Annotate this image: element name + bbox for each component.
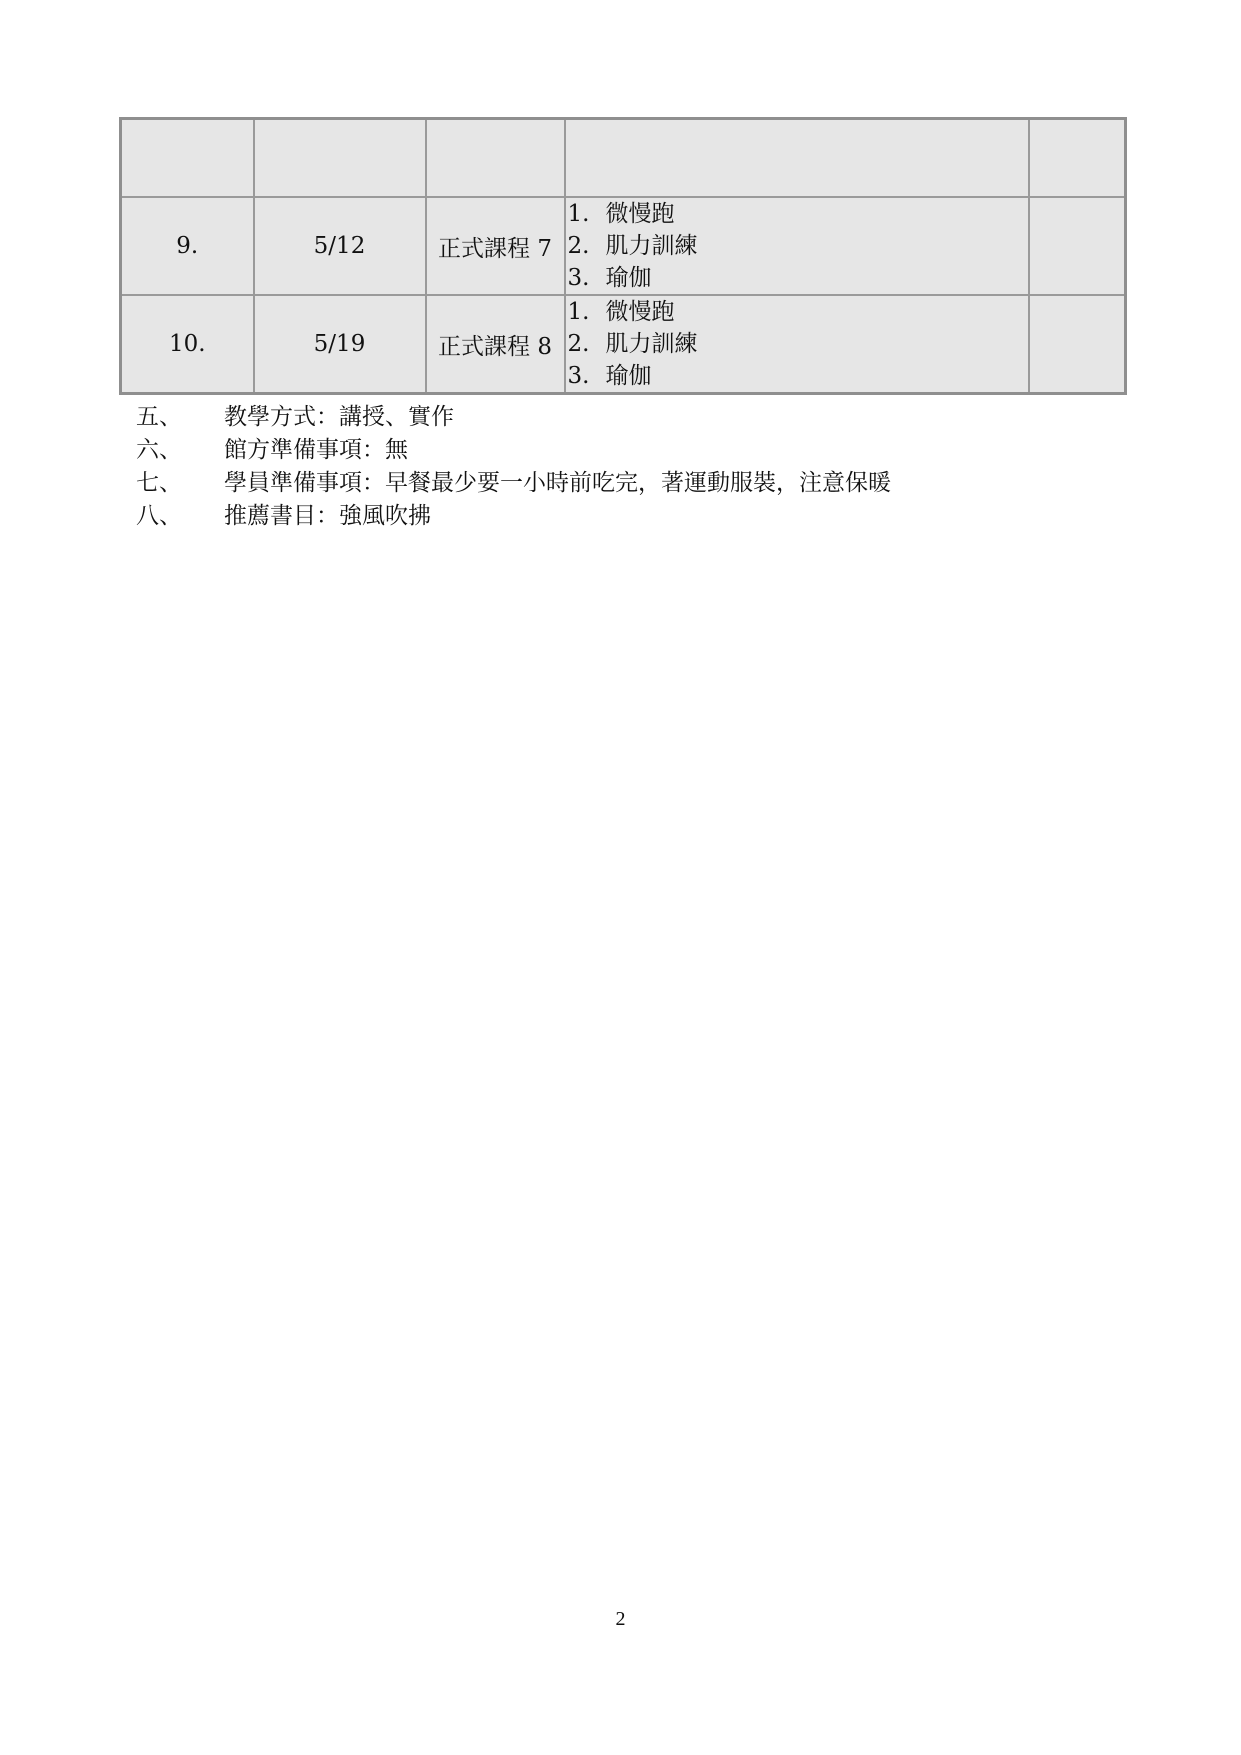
cell-remark: [1029, 197, 1126, 295]
note-text: 館方準備事項：無: [224, 437, 408, 463]
cell-remark: [1029, 295, 1126, 394]
item-text: 微慢跑: [605, 299, 675, 325]
note-text: 教學方式：講授、實作: [224, 404, 454, 430]
cell-no: 10.: [121, 295, 254, 394]
table-row: [121, 119, 1126, 198]
item-text: 肌力訓練: [605, 233, 698, 259]
note-index: 五、: [136, 404, 182, 430]
list-item: [568, 262, 1028, 294]
page-number: 2: [615, 1608, 626, 1630]
cell-content: [565, 119, 1029, 198]
item-text: 微慢跑: [605, 201, 675, 227]
note-item: [136, 401, 891, 434]
cell-date: 5/19: [254, 295, 426, 394]
note-item: [136, 500, 891, 533]
item-number: 3.: [567, 265, 590, 291]
list-item: [568, 360, 1028, 392]
cell-date: [254, 119, 426, 198]
cell-remark: [1029, 119, 1126, 198]
cell-content: [565, 197, 1029, 295]
cell-session: 正式課程 8: [426, 295, 565, 394]
note-index: 七、: [136, 470, 182, 496]
note-text: 學員準備事項：早餐最少要一小時前吃完，著運動服裝，注意保暖: [224, 470, 891, 496]
item-number: 1.: [567, 201, 590, 227]
table-row: [121, 197, 1126, 295]
cell-no: 9.: [121, 197, 254, 295]
list-item: [568, 230, 1028, 262]
cell-no: [121, 119, 254, 198]
note-index: 六、: [136, 437, 182, 463]
cell-session: [426, 119, 565, 198]
list-item: [568, 328, 1028, 360]
item-text: 瑜伽: [605, 265, 652, 291]
item-number: 2.: [567, 233, 590, 259]
cell-content: [565, 295, 1029, 394]
notes-list: [136, 401, 891, 533]
item-text: 瑜伽: [605, 363, 652, 389]
note-index: 八、: [136, 503, 182, 529]
item-number: 3.: [567, 363, 590, 389]
cell-session: 正式課程 7: [426, 197, 565, 295]
item-text: 肌力訓練: [605, 331, 698, 357]
list-item: [568, 296, 1028, 328]
schedule-table: [119, 117, 1127, 395]
note-item: [136, 434, 891, 467]
item-number: 2.: [567, 331, 590, 357]
table-row: [121, 295, 1126, 394]
item-number: 1.: [567, 299, 590, 325]
note-text: 推薦書目：強風吹拂: [224, 503, 431, 529]
cell-date: 5/12: [254, 197, 426, 295]
note-item: [136, 467, 891, 500]
list-item: [568, 198, 1028, 230]
